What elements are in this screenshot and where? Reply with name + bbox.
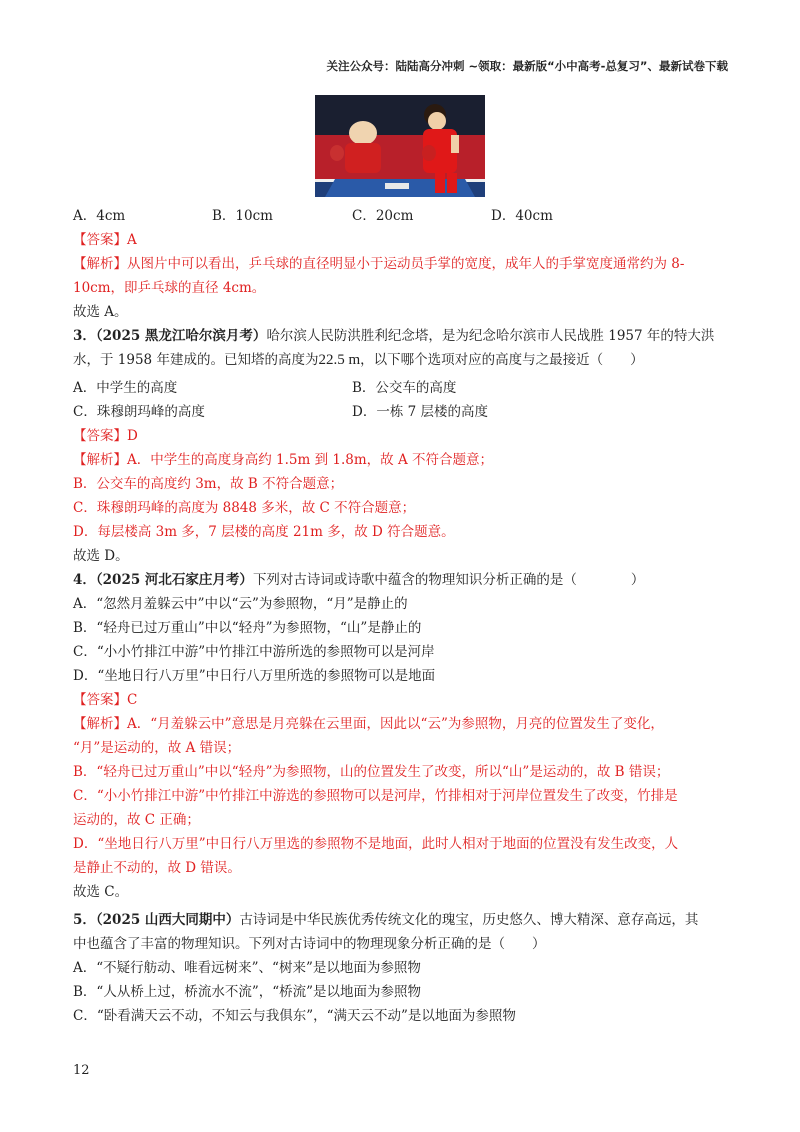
q2-answer: 【答案】A — [73, 232, 137, 248]
q3-stem-text: 哈尔滨人民防洪胜利纪念塔，是为纪念哈尔滨市人民战胜 1957 年的特大洪 — [266, 328, 715, 344]
q2-option-b: B．10cm — [212, 208, 273, 224]
q5-option-b: B．“人从桥上过，桥流水不流”，“桥流”是以地面为参照物 — [73, 984, 422, 1000]
q2-option-c: C．20cm — [352, 208, 414, 224]
q3-stem-part-a: 水，于 1958 年建成的。已知塔的高度为 — [73, 352, 319, 368]
q3-option-a: A．中学生的高度 — [73, 380, 178, 396]
q3-option-c: C．珠穆朗玛峰的高度 — [73, 404, 205, 420]
q3-answer: 【答案】D — [73, 428, 138, 444]
q3-option-d: D．一栋 7 层楼的高度 — [352, 404, 488, 420]
q2-conclusion: 故选 A。 — [73, 304, 128, 320]
q5-option-c: C．“卧看满天云不动，不知云与我俱东”，“满天云不动”是以地面为参照物 — [73, 1008, 516, 1024]
q3-tower-height: 22.5 m — [318, 352, 361, 368]
q4-source: （2025 河北石家庄月考） — [95, 572, 253, 588]
q3-analysis-line-3: C．珠穆朗玛峰的高度为 8848 多米，故 C 不符合题意； — [73, 500, 416, 516]
q3-analysis-line-1: 【解析】A．中学生的高度身高约 1.5m 到 1.8m，故 A 不符合题意； — [73, 452, 493, 468]
q5-option-a: A．“不疑行舫动、唯看远树来”、“树来”是以地面为参照物 — [73, 960, 421, 976]
q4-option-c: C．“小小竹排江中游”中竹排江中游所选的参照物可以是河岸 — [73, 644, 435, 660]
q3-number: 3． — [73, 328, 96, 344]
q4-analysis-line-2: “月”是运动的，故 A 错误； — [73, 740, 241, 756]
q3-source: （2025 黑龙江哈尔滨月考） — [95, 328, 267, 344]
page-number: 12 — [73, 1063, 90, 1078]
q2-analysis-line-2: 10cm，即乒乓球的直径 4cm。 — [73, 280, 266, 296]
q3-stem-part-b: ，以下哪个选项对应的高度与之最接近（ ） — [360, 352, 644, 368]
q4-number: 4． — [73, 572, 96, 588]
q4-stem-text: 下列对古诗词或诗歌中蕴含的物理知识分析正确的是（ ） — [252, 572, 645, 588]
q3-conclusion: 故选 D。 — [73, 548, 129, 564]
q4-analysis-line-7: 是静止不动的，故 D 错误。 — [73, 860, 241, 876]
q4-stem — [73, 570, 644, 590]
q5-stem-text: 古诗词是中华民族优秀传统文化的瑰宝，历史悠久、博大精深、意存高远，其 — [239, 912, 699, 928]
q3-option-b: B．公交车的高度 — [352, 380, 457, 396]
q5-number: 5． — [73, 912, 96, 928]
page-header: 关注公众号：陆陆高分冲刺 ~领取：最新版“小中高考-总复习”、最新试卷下载 — [326, 59, 728, 73]
q2-option-d: D．40cm — [491, 208, 553, 224]
q4-analysis-line-4: C．“小小竹排江中游”中竹排江中游选的参照物可以是河岸，竹排相对于河岸位置发生了改变，竹排是 — [73, 788, 678, 804]
q4-analysis-line-1: 【解析】A．“月羞躲云中”意思是月亮躲在云里面，因此以“云”为参照物，月亮的位置发生了变化， — [73, 716, 664, 732]
q3-stem-line-2 — [73, 350, 644, 370]
q3-stem-line-1 — [73, 326, 714, 346]
q4-option-b: B．“轻舟已过万重山”中以“轻舟”为参照物，“山”是静止的 — [73, 620, 422, 636]
q5-stem-line-2: 中也蕴含了丰富的物理知识。下列对古诗词中的物理现象分析正确的是（ ） — [73, 936, 546, 952]
q4-conclusion: 故选 C。 — [73, 884, 129, 900]
q4-analysis-line-3: B．“轻舟已过万重山”中以“轻舟”为参照物，山的位置发生了改变，所以“山”是运动的，故 B 错误； — [73, 764, 670, 780]
q4-analysis-line-5: 运动的，故 C 正确； — [73, 812, 200, 828]
q4-answer: 【答案】C — [73, 692, 138, 708]
q4-option-a: A．“忽然月羞躲云中”中以“云”为参照物，“月”是静止的 — [73, 596, 408, 612]
table-tennis-photo — [315, 95, 485, 197]
q2-analysis-line-1: 【解析】从图片中可以看出，乒乓球的直径明显小于运动员手掌的宽度，成年人的手掌宽度通常约为 8- — [73, 256, 685, 272]
q2-option-a: A．4cm — [73, 208, 126, 224]
q3-analysis-line-2: B．公交车的高度约 3m，故 B 不符合题意； — [73, 476, 344, 492]
q4-option-d: D．“坐地日行八万里”中日行八万里所选的参照物可以是地面 — [73, 668, 436, 684]
q5-stem-line-1 — [73, 910, 698, 930]
q4-analysis-line-6: D．“坐地日行八万里”中日行八万里选的参照物不是地面，此时人相对于地面的位置没有发生改变，人 — [73, 836, 679, 852]
q3-analysis-line-4: D．每层楼高 3m 多，7 层楼的高度 21m 多，故 D 符合题意。 — [73, 524, 455, 540]
q5-source: （2025 山西大同期中） — [95, 912, 240, 928]
